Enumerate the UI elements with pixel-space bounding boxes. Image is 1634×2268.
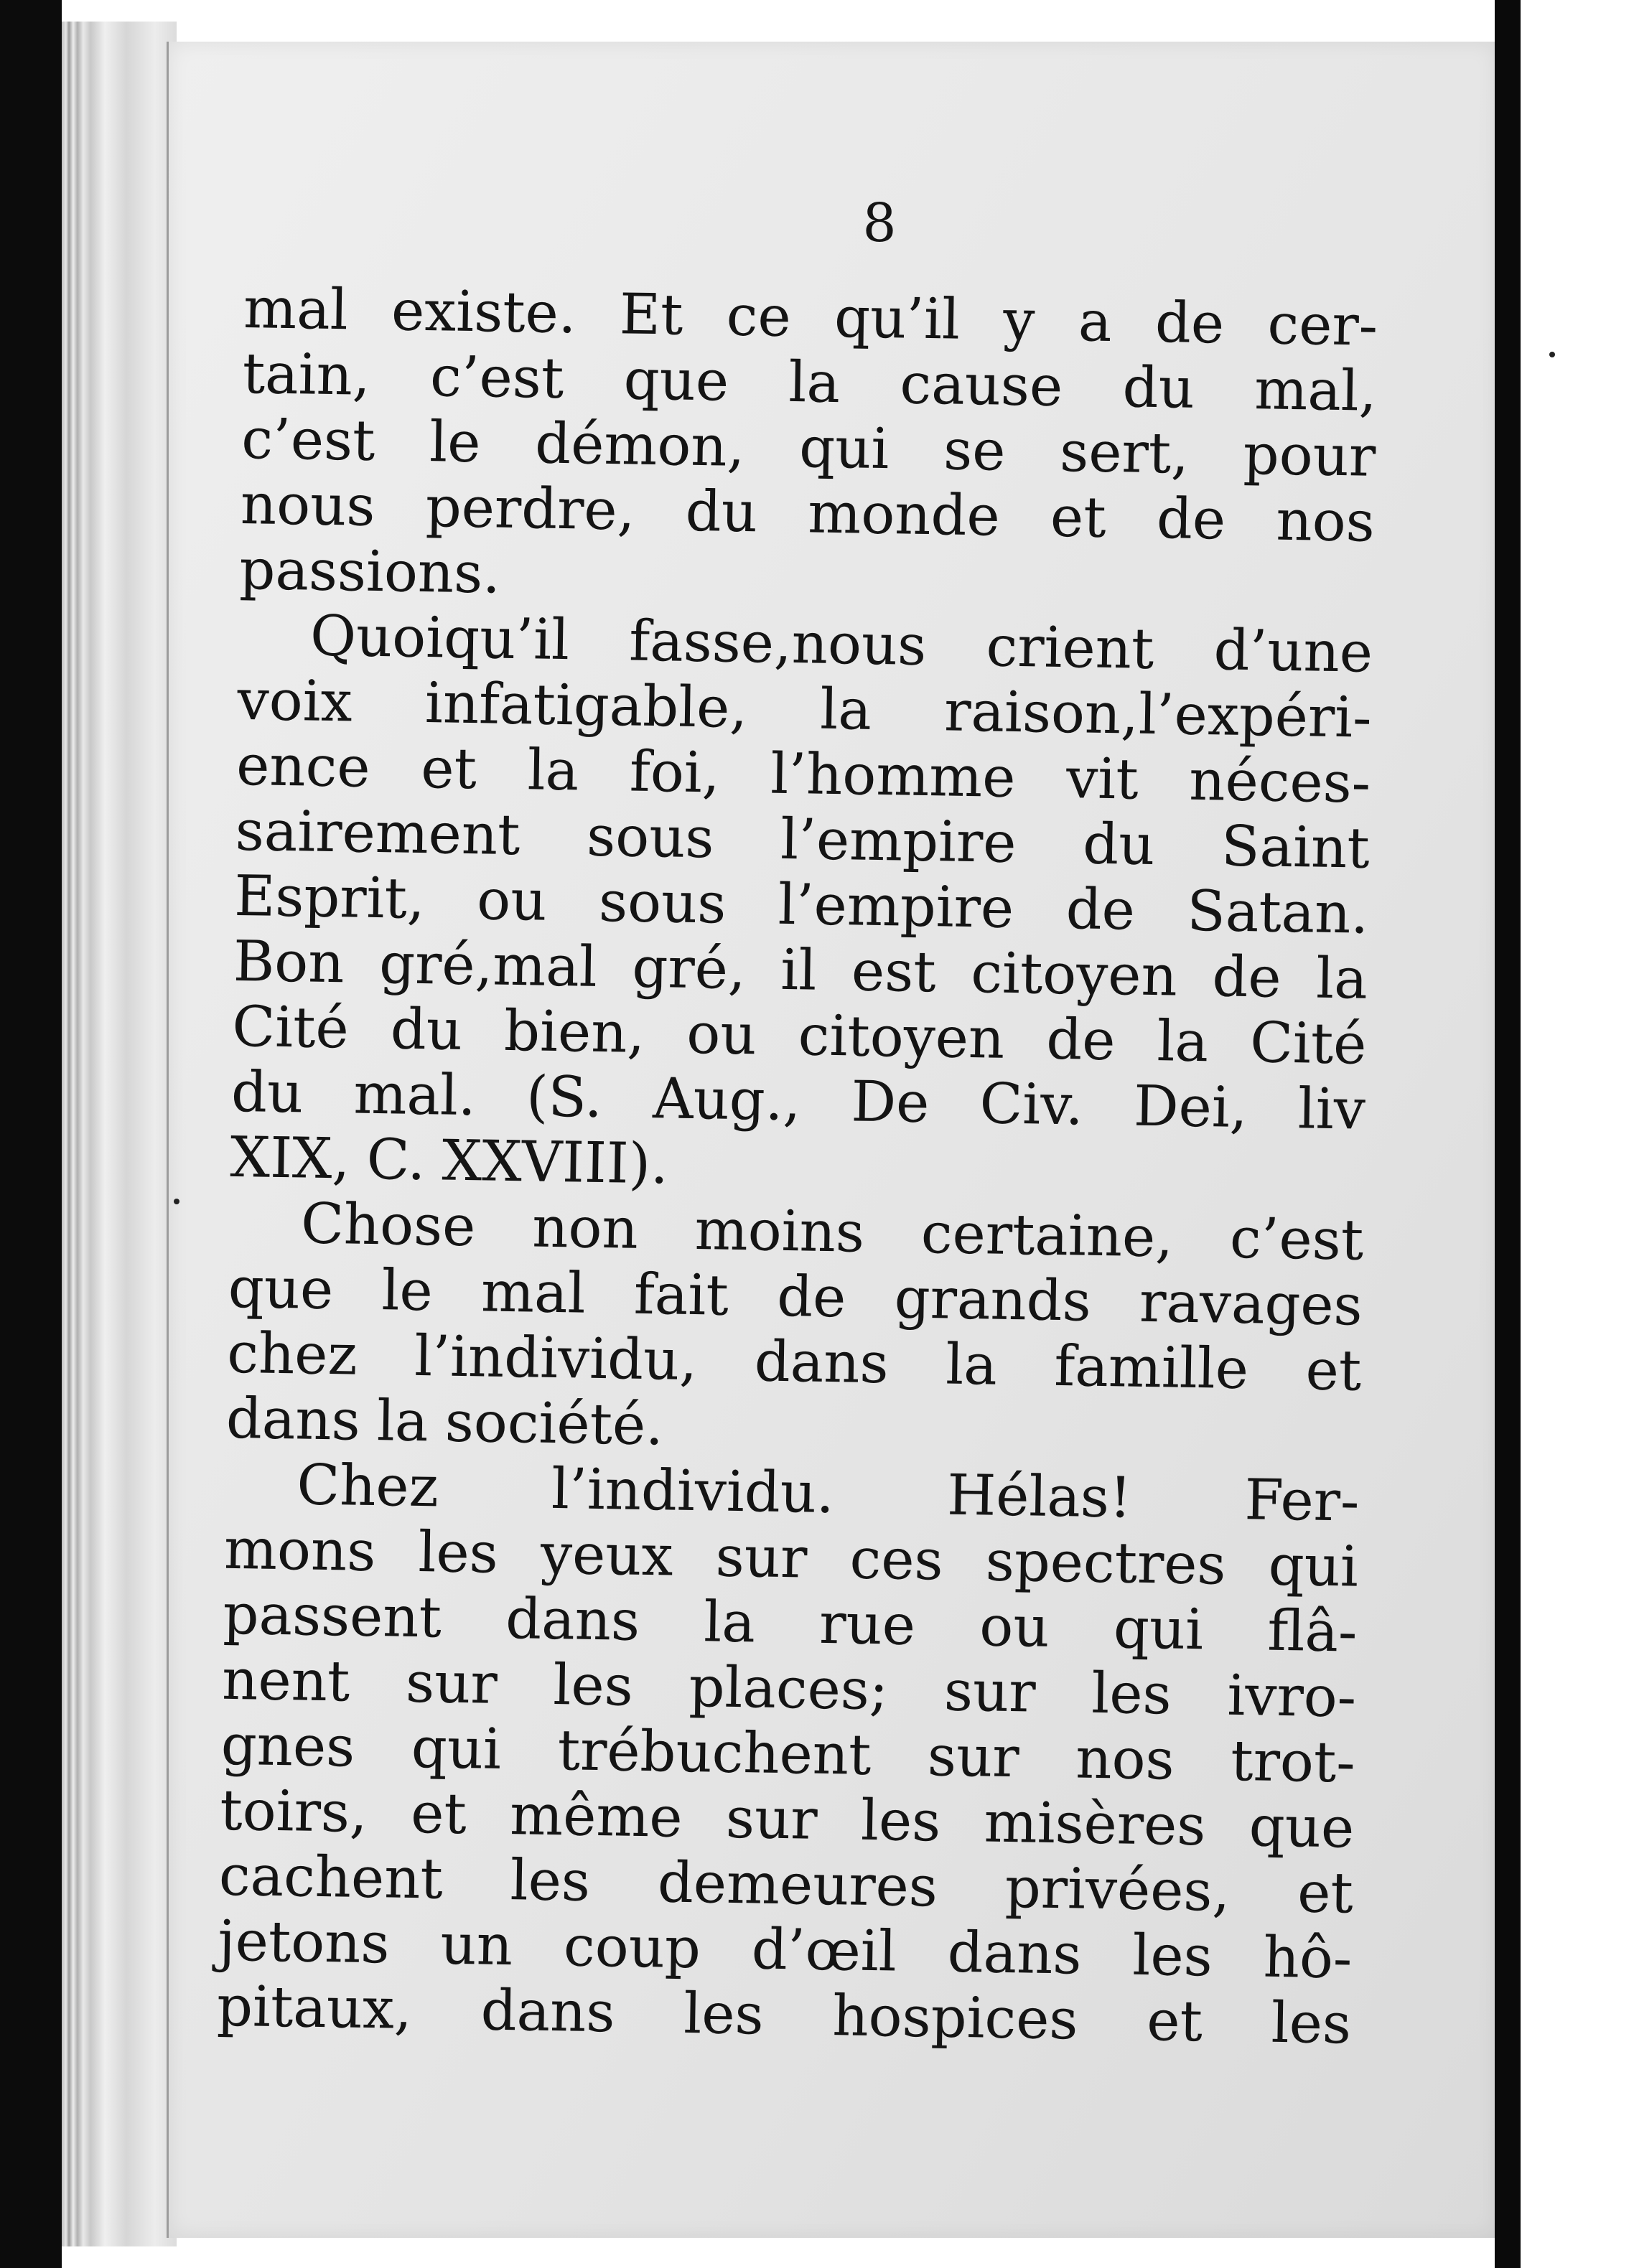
- word: ravages: [1139, 1270, 1363, 1339]
- word: passent: [222, 1582, 442, 1651]
- word: Quoiqu’il: [309, 604, 570, 673]
- word: nos: [1275, 488, 1376, 555]
- word: Chez: [296, 1453, 439, 1520]
- word: jetons: [217, 1908, 391, 1977]
- word: infatigable,: [424, 671, 748, 741]
- word: la: [1156, 1009, 1209, 1075]
- word: mons: [223, 1517, 377, 1585]
- word: les: [683, 1981, 765, 2048]
- word: tain,: [242, 341, 371, 408]
- word: c’est: [241, 406, 376, 474]
- word: et: [1304, 1338, 1362, 1404]
- facing-page-speck: [1549, 352, 1555, 357]
- word: du: [1082, 812, 1156, 878]
- word: cachent: [218, 1843, 444, 1912]
- word: et: [1297, 1860, 1354, 1926]
- word: les: [1271, 1990, 1352, 2057]
- word: cause: [899, 352, 1063, 419]
- word: non: [531, 1195, 639, 1262]
- word: crient: [985, 614, 1154, 682]
- word: de: [1045, 1007, 1116, 1074]
- word: fasse,nous: [628, 609, 927, 678]
- word: pour: [1243, 422, 1376, 489]
- body-text: [216, 276, 1378, 2058]
- word: les: [860, 1788, 941, 1855]
- word: société.: [444, 1390, 664, 1458]
- word: y: [1002, 288, 1036, 354]
- word: Fer-: [1244, 1468, 1360, 1534]
- word: que: [623, 347, 729, 414]
- word: qui: [798, 416, 890, 482]
- word: gré,mal: [378, 932, 598, 1000]
- word: Esprit,: [233, 863, 426, 932]
- word: foi,: [629, 739, 721, 806]
- word: nent: [221, 1647, 350, 1715]
- word: gnes: [220, 1712, 355, 1780]
- word: la: [703, 1590, 756, 1656]
- word: et: [1050, 484, 1107, 550]
- word: certaine,: [920, 1201, 1174, 1270]
- word: nous: [240, 472, 376, 539]
- word: XXVIII).: [442, 1128, 669, 1197]
- word: Saint: [1220, 814, 1371, 881]
- word: ence: [235, 733, 371, 800]
- word: sert,: [1059, 419, 1190, 487]
- word: Dei,: [1133, 1074, 1248, 1141]
- word: a: [1078, 289, 1113, 355]
- word: vit: [1065, 746, 1139, 812]
- word: d’une: [1213, 618, 1373, 685]
- word: sur: [405, 1650, 498, 1717]
- word: de: [1211, 945, 1282, 1011]
- word: qui: [1268, 1533, 1359, 1600]
- word: citoyen: [798, 1003, 1005, 1072]
- word: la: [527, 738, 579, 804]
- word: bien,: [503, 998, 645, 1066]
- word: C.: [366, 1127, 426, 1194]
- word: mal,: [1253, 357, 1378, 424]
- word: spectres: [985, 1529, 1227, 1598]
- word: démon,: [534, 411, 746, 479]
- word: sur: [725, 1786, 818, 1852]
- word: et: [410, 1781, 467, 1847]
- word: sur: [715, 1524, 808, 1591]
- word: du: [390, 997, 463, 1063]
- word: la: [376, 1389, 429, 1455]
- word: Bon: [233, 929, 345, 996]
- word: qui: [411, 1715, 502, 1782]
- word: sur: [943, 1659, 1037, 1725]
- word: Cité: [1249, 1011, 1368, 1077]
- word: de: [1065, 877, 1136, 943]
- word: même: [509, 1783, 683, 1850]
- word: ces: [849, 1527, 944, 1593]
- word: et: [420, 736, 477, 802]
- stacked-page-edges: [62, 22, 177, 2246]
- word: chez: [226, 1321, 358, 1388]
- word: trot-: [1230, 1728, 1356, 1796]
- word: les: [552, 1653, 634, 1719]
- word: et: [1146, 1989, 1203, 2055]
- word: moins: [694, 1198, 865, 1265]
- word: hô-: [1263, 1925, 1353, 1992]
- word: de: [1154, 290, 1225, 357]
- word: ou: [476, 868, 548, 934]
- word: Satan.: [1186, 878, 1369, 947]
- word: toirs,: [219, 1778, 368, 1845]
- word: monde: [807, 481, 1001, 549]
- word: que: [228, 1255, 334, 1323]
- word: les: [417, 1520, 499, 1586]
- word: d’œil: [751, 1917, 897, 1985]
- book-binding-gutter: [1495, 0, 1521, 2268]
- word: Et: [619, 282, 684, 348]
- scan-border-left: [0, 0, 62, 2268]
- word: la: [788, 350, 841, 416]
- word: l’empire: [780, 807, 1017, 876]
- word: ce: [726, 284, 792, 350]
- word: la: [945, 1332, 998, 1398]
- word: Cité: [231, 994, 350, 1062]
- word: dans: [754, 1329, 890, 1397]
- word: dans: [480, 1978, 616, 2046]
- word: passions.: [238, 537, 501, 606]
- word: Hélas!: [946, 1463, 1132, 1531]
- word: perdre,: [425, 475, 636, 543]
- word: se: [943, 418, 1007, 484]
- word: les: [1091, 1661, 1172, 1728]
- word: misères: [984, 1790, 1207, 1859]
- word: gré,: [631, 935, 747, 1003]
- word: Chose: [300, 1191, 477, 1260]
- word: du: [1121, 355, 1195, 421]
- facing-page-margin: [1521, 0, 1634, 2268]
- word: famille: [1053, 1334, 1249, 1402]
- word: de: [1156, 487, 1226, 553]
- word: sous: [586, 804, 715, 871]
- word: coup: [563, 1914, 701, 1982]
- word: dans: [505, 1586, 640, 1654]
- word: citoyen: [970, 941, 1178, 1009]
- word: que: [1248, 1794, 1355, 1861]
- word: existe.: [391, 278, 577, 347]
- word: pitaux,: [216, 1974, 413, 2042]
- word: la: [819, 677, 872, 743]
- word: du: [685, 479, 758, 545]
- word: De: [850, 1069, 930, 1136]
- word: le: [429, 410, 482, 476]
- word: demeures: [657, 1850, 938, 1920]
- word: Aug.,: [652, 1067, 802, 1134]
- word: du: [230, 1059, 304, 1126]
- word: dans: [225, 1386, 361, 1453]
- word: néces-: [1188, 748, 1371, 816]
- word: l’individu.: [551, 1456, 835, 1527]
- word: places;: [688, 1654, 889, 1723]
- word: voix: [237, 667, 353, 735]
- word: flâ-: [1266, 1598, 1358, 1665]
- word: grands: [894, 1266, 1092, 1334]
- word: dans: [947, 1920, 1083, 1987]
- word: sur: [927, 1724, 1020, 1791]
- word: de: [776, 1264, 847, 1331]
- word: il: [780, 937, 818, 1003]
- margin-speck: [174, 1199, 179, 1204]
- word: rue: [818, 1591, 916, 1658]
- word: (S.: [526, 1064, 603, 1130]
- word: fait: [633, 1262, 729, 1329]
- word: mal: [243, 276, 349, 343]
- word: mal: [480, 1260, 587, 1326]
- word: ivro-: [1226, 1663, 1357, 1730]
- word: raison,l’expéri-: [943, 679, 1373, 751]
- word: c’est: [429, 345, 564, 412]
- word: la: [1315, 946, 1368, 1012]
- word: ou: [686, 1001, 757, 1068]
- word: est: [851, 939, 937, 1006]
- word: liv: [1297, 1077, 1366, 1143]
- word: le: [381, 1258, 434, 1324]
- word: nos: [1075, 1726, 1175, 1793]
- word: les: [510, 1848, 591, 1914]
- word: l’empire: [778, 872, 1014, 941]
- word: l’homme: [770, 741, 1017, 810]
- word: qui: [1113, 1596, 1204, 1663]
- word: Civ.: [979, 1072, 1084, 1138]
- word: c’est: [1229, 1206, 1364, 1273]
- word: mal.: [353, 1062, 477, 1129]
- word: sairement: [235, 798, 521, 868]
- word: l’individu,: [414, 1323, 698, 1394]
- word: yeux: [540, 1522, 674, 1589]
- word: hospices: [831, 1984, 1079, 2053]
- word: un: [439, 1912, 513, 1979]
- page-number: 8: [862, 192, 897, 254]
- word: les: [1131, 1923, 1213, 1990]
- word: cer-: [1266, 292, 1378, 359]
- word: qu’il: [834, 285, 961, 352]
- word: sous: [598, 869, 727, 937]
- word: XIX,: [230, 1125, 351, 1192]
- word: privées,: [1004, 1855, 1231, 1924]
- word: ou: [979, 1594, 1050, 1660]
- word: trébuchent: [557, 1718, 872, 1788]
